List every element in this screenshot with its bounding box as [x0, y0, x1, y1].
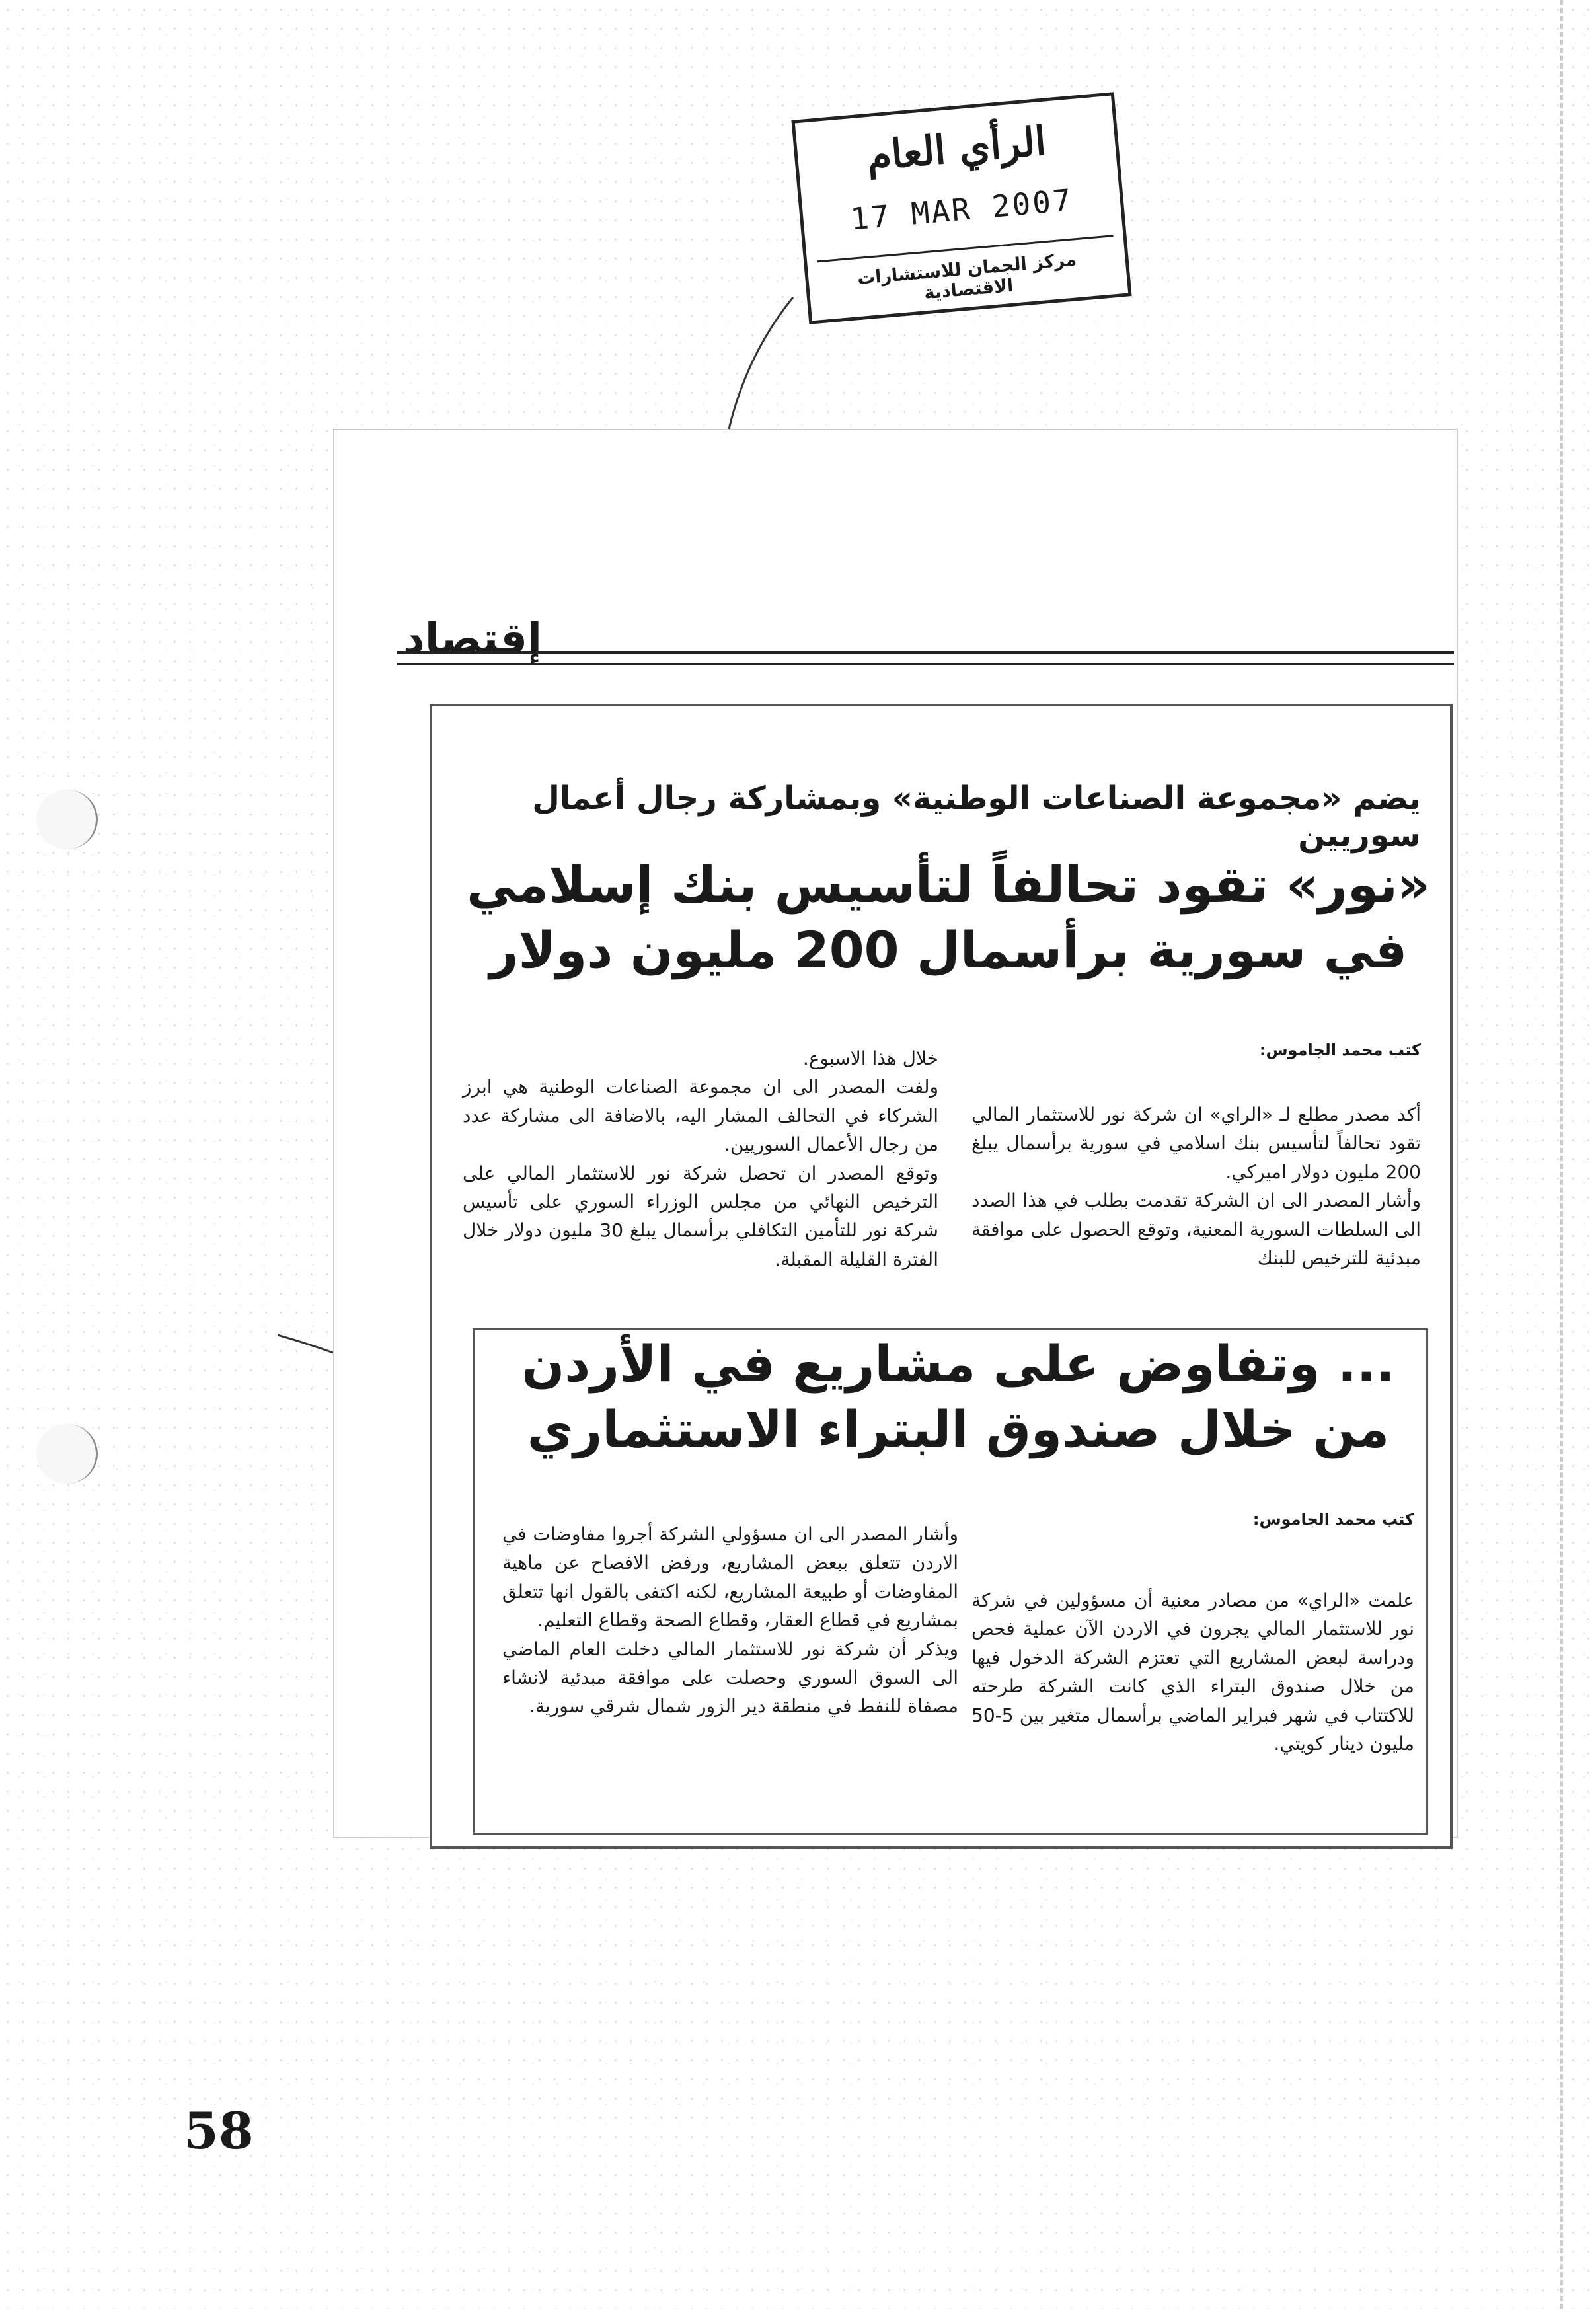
- article2-paragraph: ويذكر أن شركة نور للاستثمار المالي دخلت العام الماضي الى السوق السوري وحصلت على موافقة مبدئية لانشاء مصفاة للنفط في منطقة دير الزور شمال شرقي سورية.: [502, 1638, 958, 1718]
- article1-col-left: [463, 1044, 938, 1273]
- stamp-center-name: مركز الجمان للاستشارات الاقتصادية: [817, 235, 1118, 313]
- article2-headline-line1: ... وتفاوض على مشاريع في الأردن: [521, 1334, 1395, 1393]
- article1-headline: [463, 852, 1434, 983]
- article2-paragraph: علمت «الراي» من مصادر معنية أن مسؤولين في شركة نور للاستثمار المالي يجرون في الاردن الآن عملية فحص ودراسة لبعض المشاريع التي تعتزم الشركة الدخول فيها من خلال صندوق البتراء الذي كانت الشركة طرحته للاكتتاب في شهر فبراير الماضي برأسمال متغير بين 5-50 مليون دينار كويتي.: [971, 1589, 1414, 1755]
- section-label: إقتصاد: [403, 615, 542, 663]
- article2-col-right: [971, 1586, 1414, 1758]
- page-number: 58: [184, 2101, 254, 2160]
- article1-paragraph: خلال هذا الاسبوع.: [802, 1047, 938, 1069]
- article2-headline-line2: من خلال صندوق البتراء الاستثماري: [527, 1399, 1390, 1458]
- article1-byline: كتب محمد الجاموس:: [1259, 1041, 1421, 1059]
- stamp-date: 17 MAR 2007: [849, 182, 1075, 237]
- article1-headline-line1: «نور» تقود تحالفاً لتأسيس بنك إسلامي: [467, 855, 1430, 914]
- article1-paragraph: أكد مصدر مطلع لـ «الراي» ان شركة نور للاستثمار المالي تقود تحالفاً لتأسيس بنك اسلامي في سورية برأسمال يبلغ 200 مليون دولار اميركي.: [971, 1104, 1421, 1183]
- article1-kicker: يضم «مجموعة الصناعات الوطنية» وبمشاركة رجال أعمال سوريين: [532, 780, 1421, 854]
- stamp-newspaper-logo: الرأي العام: [864, 118, 1048, 180]
- article1-paragraph: وتوقع المصدر ان تحصل شركة نور للاستثمار المالي على الترخيص النهائي من مجلس الوزراء السوري على تأسيس شركة نور للتأمين التكافلي برأسمال يبلغ 30 مليون دولار خلال الفترة القليلة المقبلة.: [463, 1162, 938, 1270]
- article1-col-right: [971, 1100, 1421, 1272]
- article1-headline-line2: في سورية برأسمال 200 مليون دولار: [489, 920, 1408, 979]
- section-rule: [397, 651, 1454, 665]
- article2-byline: كتب محمد الجاموس:: [1252, 1510, 1414, 1529]
- article2-headline: [496, 1332, 1421, 1462]
- article1-paragraph: وأشار المصدر الى ان الشركة تقدمت بطلب في هذا الصدد الى السلطات السورية المعنية، وتوقع الحصول على موافقة مبدئية للترخيص للبنك: [971, 1190, 1421, 1269]
- article1-paragraph: ولفت المصدر الى ان مجموعة الصناعات الوطنية هي ابرز الشركاء في التحالف المشار اليه، بالاضافة الى مشاركة عدد من رجال الأعمال السوريين.: [463, 1076, 938, 1156]
- article2-paragraph: وأشار المصدر الى ان مسؤولي الشركة أجروا مفاوضات في الاردن تتعلق ببعض المشاريع، ورفض الافصاح عن ماهية المفاوضات أو طبيعة المشاريع، لكنه اكتفى بالقول انها تتعلق بمشاريع في قطاع العقار، وقطاع الصحة وقطاع التعليم.: [502, 1523, 958, 1632]
- article2-col-left: [502, 1520, 958, 1721]
